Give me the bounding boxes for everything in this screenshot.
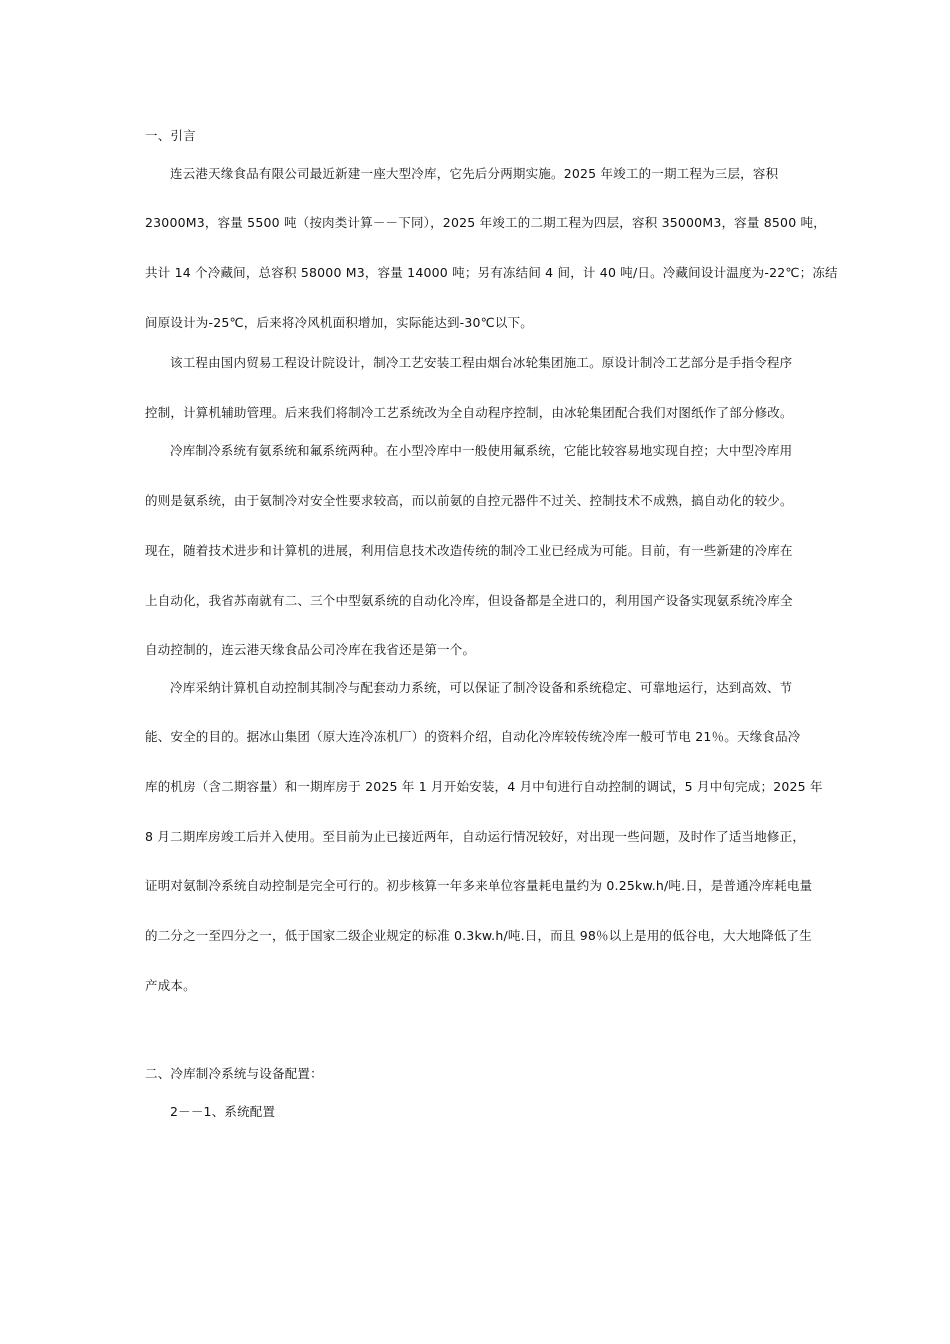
text-line: 连云港天缘食品有限公司最近新建一座大型冷库，它先后分两期实施。2025 年竣工的一期工程为三层，容积 [170,166,779,181]
text-line: 冷库采纳计算机自动控制其制冷与配套动力系统，可以保证了制冷设备和系统稳定、可靠地运行，达到高效、节 [170,680,793,695]
text-line: 的则是氨系统，由于氨制冷对安全性要求较高，而以前氨的自控元器件不过关、控制技术不成熟，搞自动化的较少。 [145,493,793,508]
section-heading-intro: 一、引言 [145,128,196,143]
text-line: 的二分之一至四分之一，低于国家二级企业规定的标准 0.3kw.h/吨.日，而且 98％以上是用的低谷电，大大地降低了生 [145,928,812,943]
text-line: 现在，随着技术进步和计算机的进展，利用信息技术改造传统的制冷工业已经成为可能。目前，有一些新建的冷库在 [145,543,793,558]
text-line: 该工程由国内贸易工程设计院设计，制冷工艺安装工程由烟台冰轮集团施工。原设计制冷工艺部分是手指令程序 [170,355,793,370]
text-line: 产成本。 [145,978,196,993]
subsection-heading: 2－－1、系统配置 [170,1104,276,1119]
section-heading-system: 二、冷库制冷系统与设备配置： [145,1066,323,1081]
text-line: 库的机房（含二期容量）和一期库房于 2025 年 1 月开始安装，4 月中旬进行自动控制的调试，5 月中旬完成；2025 年 [145,779,823,794]
text-line: 控制，计算机辅助管理。后来我们将制冷工艺系统改为全自动程序控制，由冰轮集团配合我们对图纸作了部分修改。 [145,405,793,420]
text-line: 证明对氨制冷系统自动控制是完全可行的。初步核算一年多来单位容量耗电量约为 0.25kw.h/吨.日，是普通冷库耗电量 [145,878,813,893]
text-line: 8 月二期库房竣工后并入使用。至目前为止已接近两年，自动运行情况较好，对出现一些问题，及时作了适当地修正， [145,829,806,844]
text-line: 23000M3，容量 5500 吨（按肉类计算－－下同），2025 年竣工的二期工程为四层，容积 35000M3，容量 8500 吨， [145,215,826,230]
text-line: 共计 14 个冷藏间，总容积 58000 M3，容量 14000 吨；另有冻结间 4 间，计 40 吨/日。冷藏间设计温度为-22℃；冻结 [145,265,838,280]
text-line: 上自动化，我省苏南就有二、三个中型氨系统的自动化冷库，但设备都是全进口的，利用国产设备实现氨系统冷库全 [145,593,793,608]
text-line: 能、安全的目的。据冰山集团（原大连冷冻机厂）的资料介绍，自动化冷库较传统冷库一般可节电 21％。天缘食品冷 [145,729,801,744]
text-line: 间原设计为-25℃，后来将冷风机面积增加，实际能达到-30℃以下。 [145,315,534,330]
text-line: 冷库制冷系统有氨系统和氟系统两种。在小型冷库中一般使用氟系统，它能比较容易地实现自控；大中型冷库用 [170,443,793,458]
text-line: 自动控制的，连云港天缘食品公司冷库在我省还是第一个。 [145,642,476,657]
